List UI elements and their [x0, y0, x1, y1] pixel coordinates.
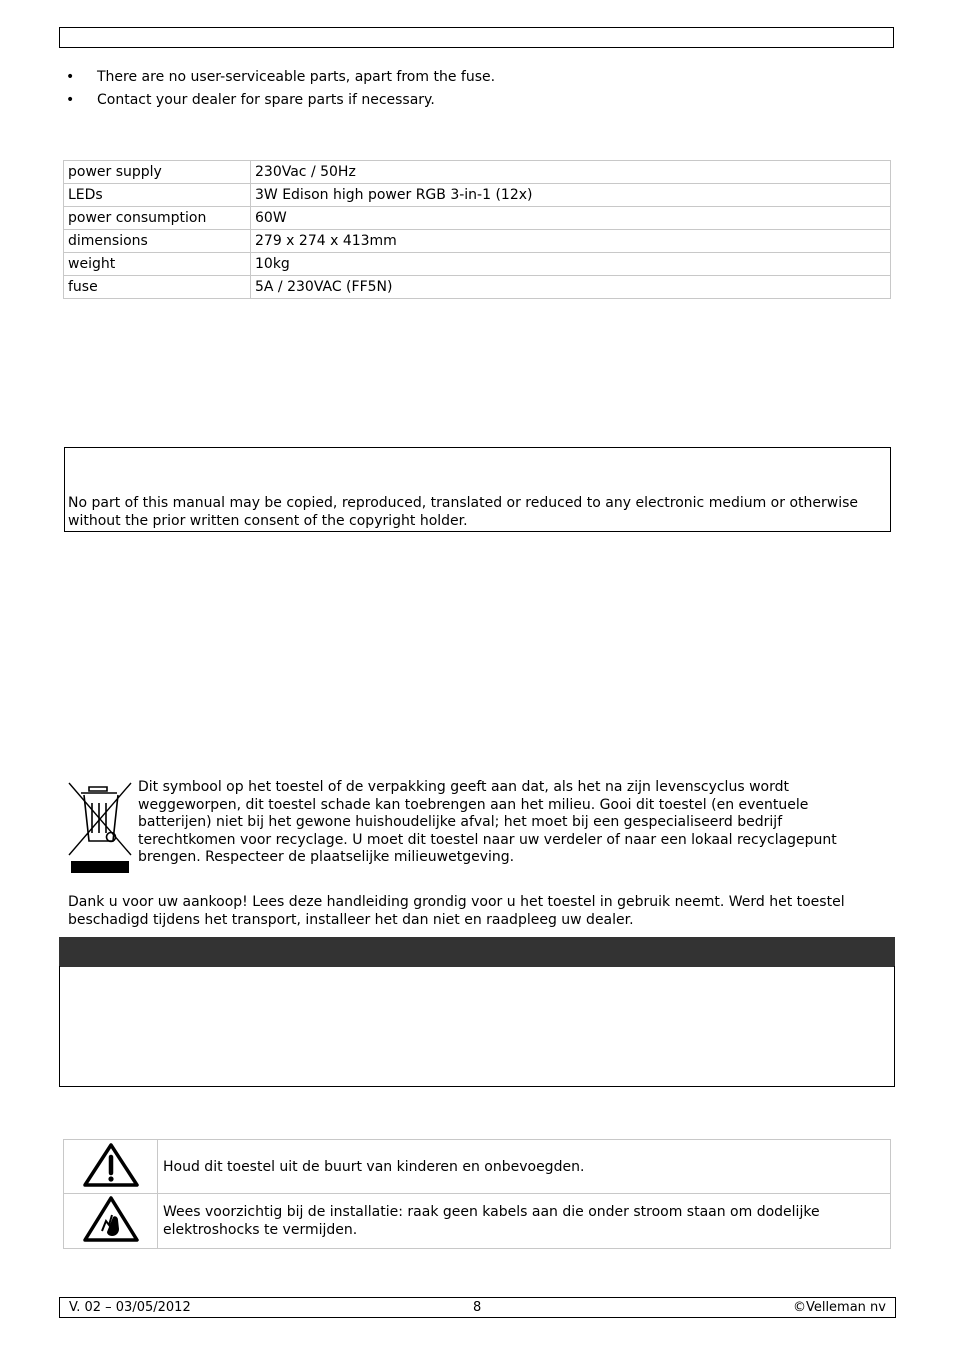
section-box	[59, 966, 895, 1087]
table-row	[64, 1194, 891, 1249]
spec-label: LEDs	[64, 184, 251, 207]
spec-value: 230Vac / 50Hz	[251, 161, 891, 184]
table-row	[64, 184, 891, 207]
bullet-list	[66, 67, 886, 113]
spec-value: 60W	[251, 207, 891, 230]
weee-text: Dit symbool op het toestel of de verpakking geeft aan dat, als het na zijn levenscyclus wordt weggeworpen, dit toestel schade kan toebrengen aan het milieu. Gooi dit toestel (en eventuele batterijen) niet bij het gewone huishoudelijke afval; het moet bij een gespecialiseerd bedrijf terechtkomen voor recyclage. U moet dit toestel naar uw verdeler of naar een lokaal recyclagepunt brengen. Respecteer de plaatselijke milieuwetgeving.	[138, 779, 837, 865]
spec-value: 3W Edison high power RGB 3-in-1 (12x)	[251, 184, 891, 207]
thanks-text: Dank u voor uw aankoop! Lees deze handleiding grondig voor u het toestel in gebruik neemt. Werd het toestel beschadigd tijdens het transport, installeer het dan niet en raadpleeg uw dealer.	[68, 894, 845, 928]
table-row	[64, 276, 891, 299]
table-row	[64, 1140, 891, 1194]
spec-label: power consumption	[64, 207, 251, 230]
bullet-item: • Contact your dealer for spare parts if necessary.	[66, 90, 886, 113]
bullet-item: • There are no user-serviceable parts, apart from the fuse.	[66, 67, 886, 90]
footer-copyright: ©Velleman nv	[792, 1300, 886, 1315]
copyright-notice: No part of this manual may be copied, reproduced, translated or reduced to any electronic medium or otherwise without the prior written consent of the copyright holder.	[68, 495, 858, 529]
safety-text: Houd dit toestel uit de buurt van kinderen en onbevoegden.	[158, 1140, 891, 1194]
table-row	[64, 230, 891, 253]
spec-value: 10kg	[251, 253, 891, 276]
footer-version: V. 02 – 03/05/2012	[69, 1300, 191, 1315]
spec-label: fuse	[64, 276, 251, 299]
warning-icon	[64, 1140, 158, 1194]
footer-page-number: 8	[473, 1300, 482, 1315]
spec-label: power supply	[64, 161, 251, 184]
specifications-table	[63, 160, 891, 299]
spec-value: 5A / 230VAC (FF5N)	[251, 276, 891, 299]
header-box	[59, 27, 894, 48]
electric-shock-icon	[64, 1194, 158, 1249]
copyright-box	[64, 447, 891, 532]
section-header-bar	[59, 937, 895, 967]
safety-table	[63, 1139, 891, 1249]
spec-label: dimensions	[64, 230, 251, 253]
page-footer	[59, 1297, 896, 1318]
table-row	[64, 253, 891, 276]
spec-value: 279 x 274 x 413mm	[251, 230, 891, 253]
spec-label: weight	[64, 253, 251, 276]
safety-text: Wees voorzichtig bij de installatie: raak geen kabels aan die onder stroom staan om dodelijke elektroshocks te vermijden.	[158, 1194, 891, 1249]
table-row	[64, 161, 891, 184]
table-row	[64, 207, 891, 230]
weee-bin-icon	[67, 779, 133, 875]
